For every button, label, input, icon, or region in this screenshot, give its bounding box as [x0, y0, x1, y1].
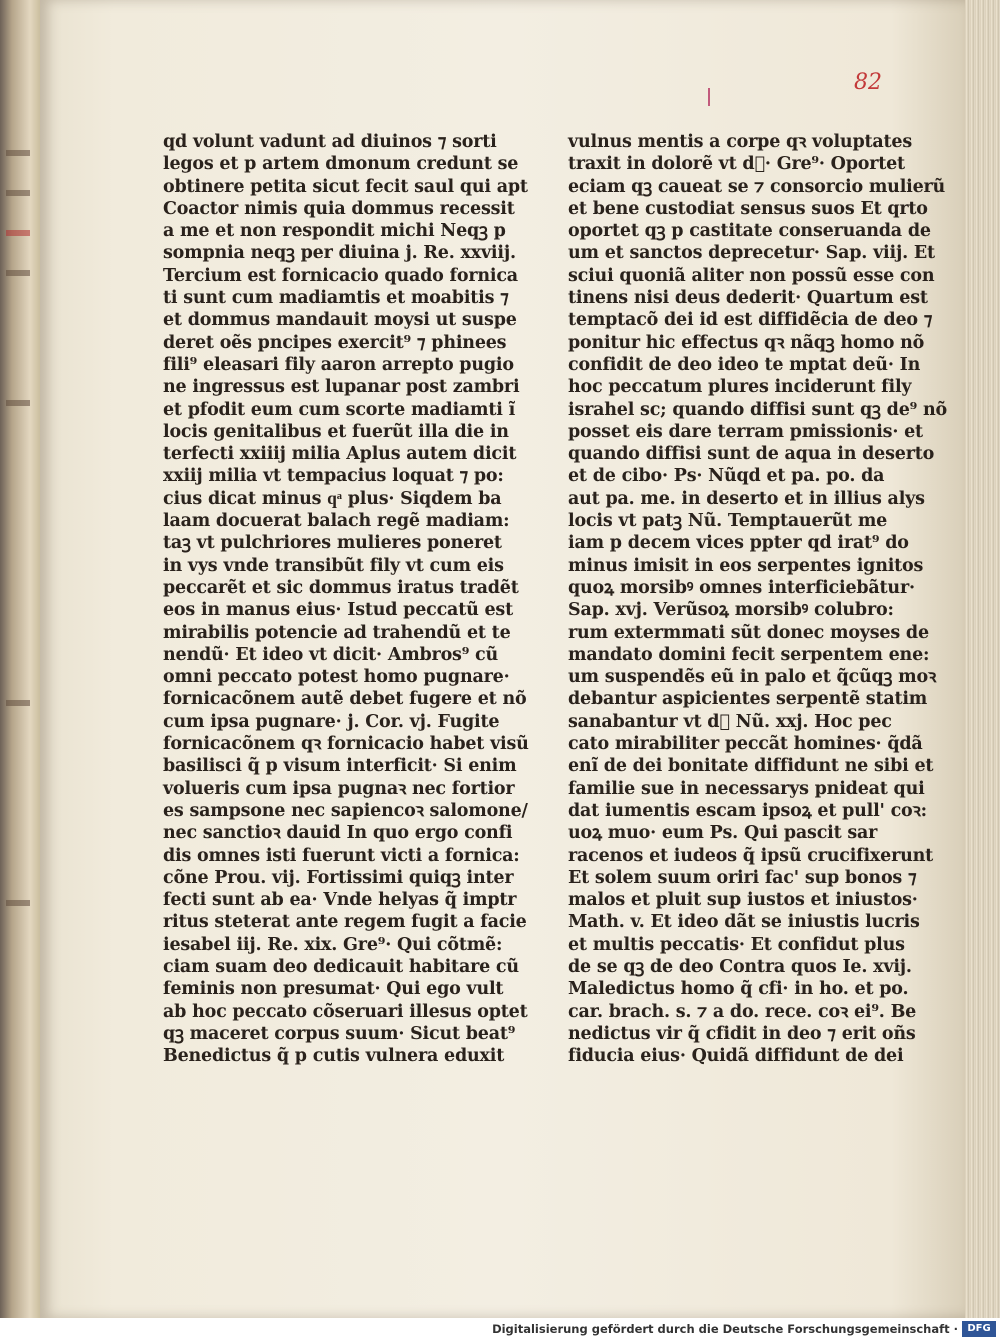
text-line: posset eis dare terram pmissionis· et [568, 421, 923, 442]
text-line: taꝫ vt pulchriores mulieres poneret [163, 533, 502, 554]
text-line: um suspendẽs eũ in palo et q̃cũqꝫ moꝛ [568, 667, 937, 688]
text-line: aut pa. me. in deserto et in illius alys [568, 488, 925, 509]
text-line: um et sanctos deprecetur· Sap. viij. Et [568, 243, 935, 264]
text-line: hoc peccatum plures inciderunt fily [568, 377, 912, 398]
footer-bar [0, 1318, 1000, 1341]
text-line: deret oẽs pncipes exercit⁹ ⁊ phinees [163, 332, 507, 353]
text-line: volueris cum ipsa pugnaꝛ nec fortior [163, 778, 515, 799]
text-line: Math. v. Et ideo dãt se iniustis lucris [568, 912, 920, 933]
text-line: laam docuerat balach regẽ madiam: [163, 511, 510, 532]
text-line: fornicacõnem qꝛ fornicacio habet visũ [163, 734, 529, 755]
text-line: a me et non respondit michi Neqꝫ p [163, 221, 506, 242]
text-line: qd volunt vadunt ad diuinos ⁊ sorti [163, 132, 497, 152]
text-line: fili⁹ eleasari fily aaron arrepto pugio [163, 354, 514, 375]
text-line: in vys vnde transibũt fily vt cum eis [163, 555, 504, 576]
text-line: mirabilis potencie ad trahendũ et te [163, 622, 511, 643]
text-line: cius dicat minus qͣ plus· Siqdem ba [163, 488, 502, 509]
text-line: nec sanctioꝛ dauid In quo ergo confi [163, 823, 513, 844]
text-line: quoꝝ morsibꝰ omnes interficiebãtur· [568, 577, 915, 598]
left-page-text-fragment [6, 900, 30, 906]
text-line: qꝫ maceret corpus suum· Sicut beat⁹ [163, 1023, 516, 1044]
left-text-column [163, 131, 529, 1067]
text-line: cõne Prou. vij. Fortissimi quiqꝫ inter [163, 867, 514, 888]
text-line: ti sunt cum madiamtis et moabitis ⁊ [163, 288, 509, 309]
text-line: israhel sc; quando diffisi sunt qꝫ de⁹ nõ [568, 399, 947, 420]
text-line: et multis peccatis· Et confidut plus [568, 934, 905, 955]
text-line: malos et pluit sup iustos et iniustos· [568, 890, 918, 911]
text-line: obtinere petita sicut fecit saul qui apt [163, 176, 528, 197]
text-line: de se qꝫ de deo Contra quos Ie. xvij. [568, 956, 912, 977]
text-line: dat iumentis escam ipsoꝝ et pull' coꝛ: [568, 800, 927, 821]
left-page-text-fragment [6, 400, 30, 406]
text-line: iam p decem vices ppter qd irat⁹ do [568, 533, 909, 554]
text-line: rum extermmati sũt donec moyses de [568, 622, 929, 643]
text-line: tinens nisi deus dederit· Quartum est [568, 288, 928, 309]
text-line: Et solem suum oriri fac' sup bonos ⁊ [568, 867, 917, 888]
left-page-text-fragment [6, 190, 30, 196]
text-line: ritus steterat ante regem fugit a facie [163, 912, 527, 933]
text-line: car. brach. s. ⁊ a do. rece. coꝛ ei⁹. Be [568, 1001, 917, 1022]
text-line: et pfodit eum cum scorte madiamti ĩ [163, 399, 516, 420]
text-line: ab hoc peccato cõseruari illesus optet [163, 1001, 528, 1022]
text-line: et dommus mandauit moysi ut suspe [163, 310, 517, 331]
left-page-rubric-fragment [6, 230, 30, 236]
text-line: eos in manus eius· Istud peccatũ est [163, 600, 513, 621]
text-line: traxit in dolorẽ vt d᷑· Gre⁹· Oportet [568, 154, 905, 175]
left-page-text-fragment [6, 150, 30, 156]
text-line: fiducia eius· Quidã diffidunt de dei [568, 1046, 904, 1067]
text-line: cato mirabiliter peccãt homines· q̃dã [568, 734, 923, 755]
text-line: locis genitalibus et fuerũt illa die in [163, 421, 509, 442]
text-line: uoꝝ muo· eum Ps. Qui pascit sar [568, 823, 878, 844]
text-line: Sap. xvj. Verũsoꝝ morsibꝰ colubro: [568, 600, 894, 621]
text-line: ne ingressus est lupanar post zambri [163, 377, 520, 398]
funding-credit: Digitalisierung gefördert durch die Deutsche Forschungsgemeinschaft · [492, 1322, 958, 1336]
text-line: enĩ de dei bonitate diffidunt ne sibi et [568, 756, 934, 777]
text-line: iesabel iij. Re. xix. Gre⁹· Qui cõtmẽ: [163, 934, 503, 955]
text-line: Benedictus q̃ p cutis vulnera eduxit [163, 1046, 505, 1067]
text-line: nedictus vir q̃ cfidit in deo ⁊ erit oñs [568, 1023, 916, 1044]
text-line: Tercium est fornicacio quado fornica [163, 265, 518, 286]
text-line: confidit de deo ideo te mptat deũ· In [568, 354, 921, 375]
text-line: quando diffisi sunt de aqua in deserto [568, 444, 935, 465]
text-line: fornicacõnem autẽ debet fugere et nõ [163, 689, 527, 710]
page-stack-edge [965, 0, 1000, 1318]
text-line: cum ipsa pugnare· j. Cor. vj. Fugite [163, 711, 500, 732]
text-line: Coactor nimis quia dommus recessit [163, 198, 515, 219]
text-line: xxiij milia vt tempacius loquat ⁊ po: [163, 466, 504, 487]
text-line: Maledictus homo q̃ cfi· in ho. et po. [568, 979, 909, 1000]
text-line: feminis non presumat· Qui ego vult [163, 979, 504, 1000]
text-line: legos et p artem dmonum credunt se [163, 154, 519, 175]
text-line: fecti sunt ab ea· Vnde helyas q̃ imptr [163, 890, 517, 911]
text-line: ciam suam deo dedicauit habitare cũ [163, 956, 519, 977]
text-line: minus imisit in eos serpentes ignitos [568, 555, 924, 576]
folio-number: 82 [854, 70, 882, 95]
text-line: sciui quoniã aliter non possũ esse con [568, 265, 935, 286]
left-page-edge [0, 0, 42, 1320]
text-line: locis vt patꝫ Nũ. Temptauerũt me [568, 511, 888, 532]
text-line: peccarẽt et sic dommus iratus tradẽt [163, 577, 519, 598]
text-line: mandato domini fecit serpentem ene: [568, 644, 930, 665]
text-line: terfecti xxiiij milia Aplus autem dicit [163, 444, 517, 465]
text-line: racenos et iudeos q̃ ipsũ crucifixerunt [568, 845, 934, 866]
text-line: et bene custodiat sensus suos Et qrto [568, 198, 928, 219]
red-marginal-mark [708, 88, 710, 106]
text-line: nendũ· Et ideo vt dicit· Ambros⁹ cũ [163, 644, 499, 665]
text-line: vulnus mentis a corpe qꝛ voluptates [568, 132, 912, 152]
text-line: debantur aspicientes serpentẽ statim [568, 689, 928, 710]
text-line: sanabantur vt d᷑ Nũ. xxj. Hoc pec [568, 711, 892, 732]
text-line: omni peccato potest homo pugnare· [163, 667, 510, 688]
dfg-logo: DFG [962, 1321, 996, 1337]
text-line: et de cibo· Ps· Nũqd et pa. po. da [568, 466, 885, 487]
left-page-text-fragment [6, 700, 30, 706]
text-line: familie sue in necessarys pnideat qui [568, 778, 925, 799]
text-line: es sampsone nec sapiencoꝛ salomone/ [163, 800, 528, 821]
text-line: oportet qꝫ p castitate conseruanda de [568, 221, 931, 242]
text-line: basilisci q̃ p visum interficit· Si enim [163, 756, 517, 777]
text-line: temptacõ dei id est diffidẽcia de deo ⁊ [568, 310, 933, 331]
text-line: sompnia neqꝫ per diuina j. Re. xxviij. [163, 243, 516, 264]
left-page-text-fragment [6, 270, 30, 276]
text-line: ponitur hic effectus qꝛ nãqꝫ homo nõ [568, 332, 925, 353]
text-line: eciam qꝫ caueat se ⁊ consorcio mulierũ [568, 176, 946, 197]
text-line: dis omnes isti fuerunt victi a fornica: [163, 845, 520, 866]
right-text-column [568, 131, 947, 1067]
